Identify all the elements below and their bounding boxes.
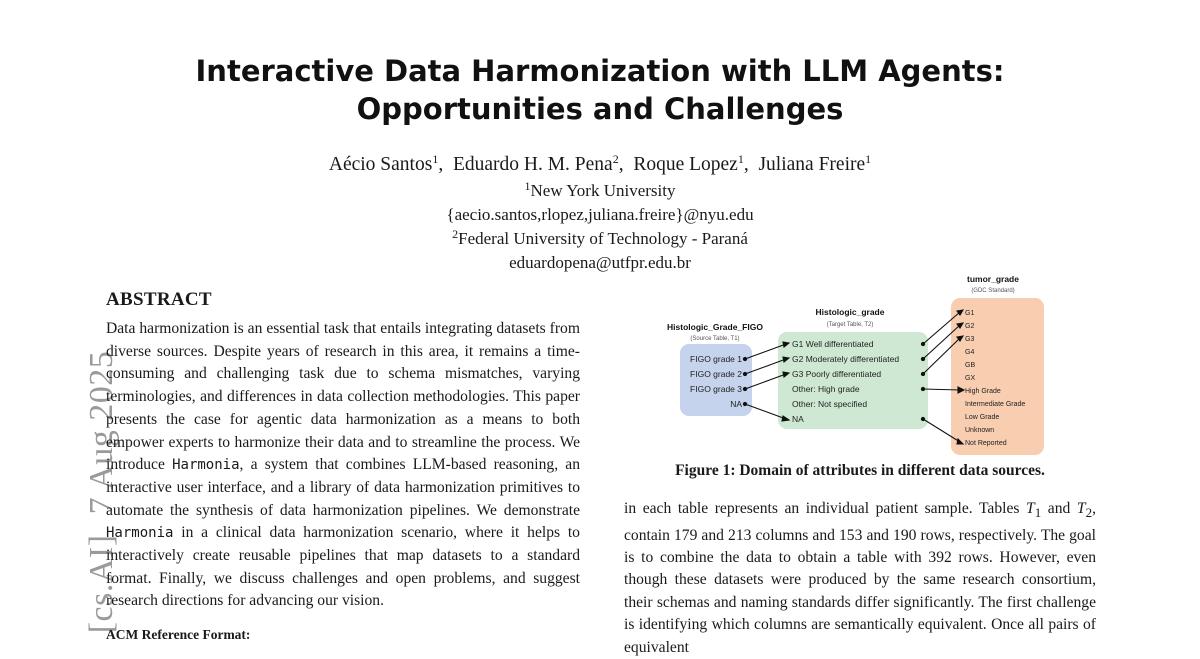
arrow-tail xyxy=(921,417,924,420)
math-var: T xyxy=(1026,500,1035,517)
title-line-2: Opportunities and Challenges xyxy=(356,92,844,126)
target-item: Other: High grade xyxy=(792,384,860,394)
affiliation-1 xyxy=(0,181,1200,201)
arrow-tail xyxy=(921,372,924,375)
paper-title xyxy=(0,52,1200,128)
body-part: , contain 179 and 213 columns and 153 and 190 rows, respectively. The goal is to combine the data to obtain a table with 392 rows. However, even though these datasets were produced by the same research consortium, their schemas and naming standards differ significantly. The first challenge is identifying which columns are semantically equivalent. Once all pairs of equivalent xyxy=(624,500,1096,656)
target-item: NA xyxy=(792,414,804,424)
figure-caption: Figure 1: Domain of attributes in different data sources. xyxy=(675,462,1045,479)
target-table-title: Histologic_grade xyxy=(815,307,885,317)
arrow-tail xyxy=(921,357,924,360)
abstract-text xyxy=(106,318,580,613)
affiliation-2 xyxy=(0,229,1200,249)
body-part: and xyxy=(1047,500,1071,517)
standard-item: GX xyxy=(965,375,976,382)
author-name: Roque Lopez xyxy=(633,154,738,175)
author-affiliation: 1 xyxy=(865,152,872,166)
standard-subtitle: (GDC Standard) xyxy=(971,288,1015,294)
system-name: Harmonia xyxy=(106,525,174,542)
arrow-tail xyxy=(743,402,746,405)
body-part: in each table represents an individual patient sample. Tables xyxy=(624,500,1020,517)
standard-item: G2 xyxy=(965,323,975,330)
body-text xyxy=(624,498,1096,659)
target-item: G2 Moderately differentiated xyxy=(792,354,900,364)
affiliation-1-email: {aecio.santos,rlopez,juliana.freire}@nyu.edu xyxy=(446,205,754,224)
standard-item: Unknown xyxy=(965,427,995,434)
standard-item: Intermediate Grade xyxy=(965,401,1026,408)
author-name: Aécio Santos xyxy=(328,154,433,175)
math-sub: 2 xyxy=(1085,505,1093,521)
target-item: G1 Well differentiated xyxy=(792,339,874,349)
title-line-1: Interactive Data Harmonization with LLM Agents: xyxy=(195,54,1005,88)
source-item: NA xyxy=(730,399,742,409)
standard-item: G3 xyxy=(965,336,975,343)
affiliation-name: New York University xyxy=(530,181,676,200)
standard-title: tumor_grade xyxy=(967,274,1019,284)
standard-item: Not Reported xyxy=(965,440,1007,447)
standard-item: Low Grade xyxy=(965,414,1000,421)
affiliation-name: Federal University of Technology - Paraná xyxy=(458,229,748,248)
arrow-tail xyxy=(743,387,746,390)
abstract-part: Data harmonization is an essential task that entails integrating datasets from diverse sources. Despite years of research in this area, it remains a time-consuming and challenging task due to schema mismatches, varying terminologies, and differences in data collection methodologies. This paper presents the case for agentic data harmonization as a means to both empower experts to harmonize their data and to streamline the process. We introduce xyxy=(106,320,580,474)
source-item: FIGO grade 2 xyxy=(690,369,742,379)
standard-item: GB xyxy=(965,362,976,369)
source-table-title: Histologic_Grade_FIGO xyxy=(667,322,763,332)
author-name: Juliana Freire xyxy=(758,154,866,175)
system-name: Harmonia xyxy=(172,457,240,474)
arxiv-date: 7 Aug 2025 xyxy=(83,350,120,515)
author-list: Aécio Santos$^1$, Eduardo H. M. Pena$^2$, Roque Lopez$^1$, Juliana Freire$^1$ xyxy=(328,152,872,175)
abstract-part: in a clinical data harmonization scenario, where it helps to interactively create reusable pipelines that map datasets to a standard format. Finally, we discuss challenges and open problems, and suggest research directions for advancing our vision. xyxy=(106,524,580,610)
target-item: Other: Not specified xyxy=(792,399,868,409)
math-var: T xyxy=(1076,500,1086,517)
author-affiliation: 1 xyxy=(737,152,744,166)
source-item: FIGO grade 1 xyxy=(690,354,742,364)
standard-item: High Grade xyxy=(965,388,1001,395)
abstract-heading: ABSTRACT xyxy=(106,289,212,310)
arrow-tail xyxy=(921,342,924,345)
source-table-subtitle: (Source Table, T1) xyxy=(690,336,740,342)
affiliation-number: 1 xyxy=(524,179,531,193)
target-item: G3 Poorly differentiated xyxy=(792,369,882,379)
arrow-tail xyxy=(743,357,746,360)
author-name: Eduardo H. M. Pena xyxy=(452,154,613,175)
figure-1-diagram xyxy=(655,270,1075,460)
standard-item: G4 xyxy=(965,349,975,356)
affiliation-number: 2 xyxy=(452,227,459,241)
arrow-tail xyxy=(743,372,746,375)
acm-reference-heading: ACM Reference Format: xyxy=(106,627,251,642)
math-sub: 1 xyxy=(1034,505,1042,521)
arrow-tail xyxy=(921,387,924,390)
author-affiliation: 1 xyxy=(432,152,439,166)
abstract-part: , a system that combines LLM-based reasoning, an interactive user interface, and a library of data harmonization primitives to automate the synthesis of data harmonization pipelines. We demonstrate xyxy=(106,456,580,519)
affiliation-2-email: eduardopena@utfpr.edu.br xyxy=(509,253,691,272)
author-affiliation: 2 xyxy=(612,152,619,166)
arxiv-category: [cs.AI] xyxy=(83,534,120,634)
source-item: FIGO grade 3 xyxy=(690,384,742,394)
standard-item: G1 xyxy=(965,310,975,317)
target-table-subtitle: (Target Table, T2) xyxy=(826,322,874,328)
